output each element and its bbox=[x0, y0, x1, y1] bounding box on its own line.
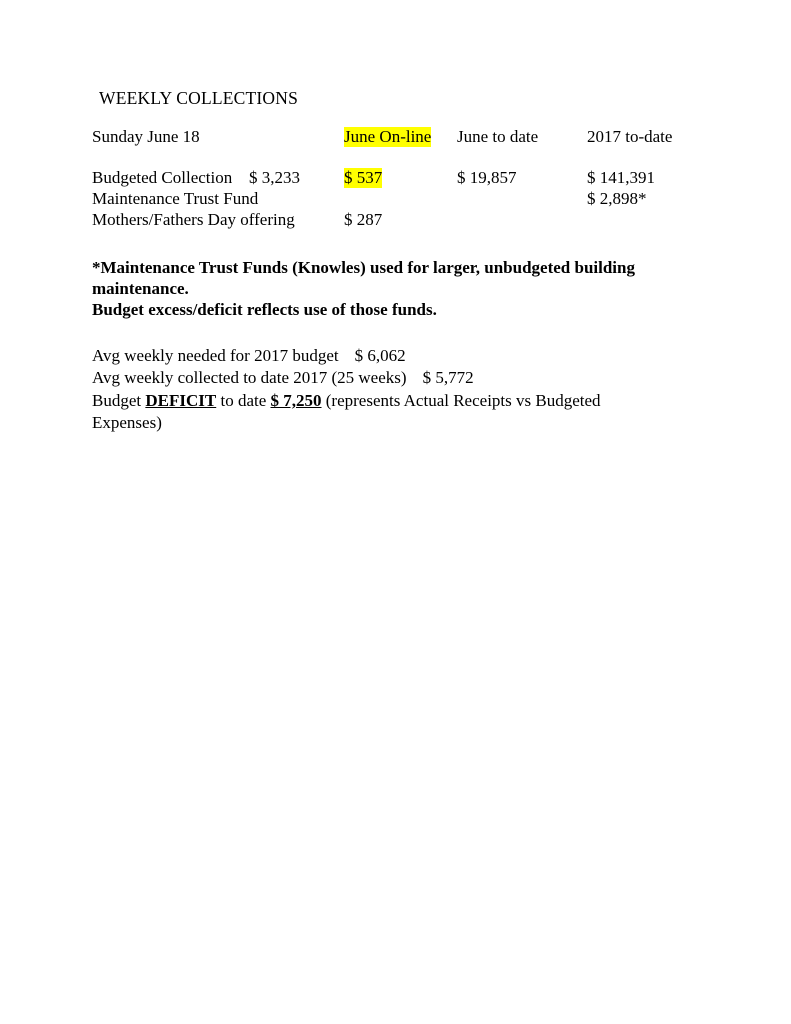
summary-amount: $ 6,062 bbox=[354, 346, 406, 365]
deficit-middle: to date bbox=[216, 391, 271, 410]
spacer bbox=[92, 148, 712, 168]
deficit-emphasis: DEFICIT bbox=[145, 391, 217, 410]
summary-line bbox=[92, 346, 712, 368]
header-year-to-date-label: 2017 to-date bbox=[587, 127, 673, 146]
table-row bbox=[92, 210, 712, 231]
row-month-to-date-amount: $ 19,857 bbox=[457, 168, 517, 187]
row-label: Budgeted Collection bbox=[92, 168, 233, 187]
budget-deficit-line bbox=[92, 390, 662, 434]
header-month-to-date-label: June to date bbox=[457, 127, 539, 146]
deficit-suffix: (represents Actual Receipts vs Budgeted Expenses) bbox=[92, 391, 601, 432]
deficit-prefix: Budget bbox=[92, 391, 146, 410]
summary-line bbox=[92, 368, 712, 390]
header-date-label: Sunday June 18 bbox=[92, 127, 200, 146]
page-title: WEEKLY COLLECTIONS bbox=[99, 88, 299, 108]
spacer bbox=[92, 320, 712, 346]
document-body bbox=[92, 88, 712, 434]
row-online-amount: $ 287 bbox=[344, 210, 383, 229]
budget-excess-note: Budget excess/deficit reflects use of those funds. bbox=[92, 300, 437, 319]
header-online-label: June On-line bbox=[344, 127, 432, 146]
row-label: Maintenance Trust Fund bbox=[92, 189, 259, 208]
row-online-amount: $ 537 bbox=[344, 168, 383, 187]
row-year-to-date-amount: $ 141,391 bbox=[587, 168, 655, 187]
table-row bbox=[92, 189, 712, 210]
summary-amount: $ 5,772 bbox=[422, 368, 474, 387]
deficit-amount: $ 7,250 bbox=[270, 391, 322, 410]
summary-label: Avg weekly needed for 2017 budget bbox=[92, 346, 339, 365]
summary-label: Avg weekly collected to date 2017 (25 weeks) bbox=[92, 368, 407, 387]
spacer bbox=[92, 231, 712, 257]
row-year-to-date-amount: $ 2,898* bbox=[587, 189, 647, 208]
maintenance-trust-note: *Maintenance Trust Funds (Knowles) used for larger, unbudgeted building maintenance. bbox=[92, 258, 635, 298]
row-label: Mothers/Fathers Day offering bbox=[92, 210, 295, 229]
table-row bbox=[92, 168, 712, 189]
row-amount: $ 3,233 bbox=[249, 168, 300, 187]
header-row bbox=[92, 127, 712, 148]
